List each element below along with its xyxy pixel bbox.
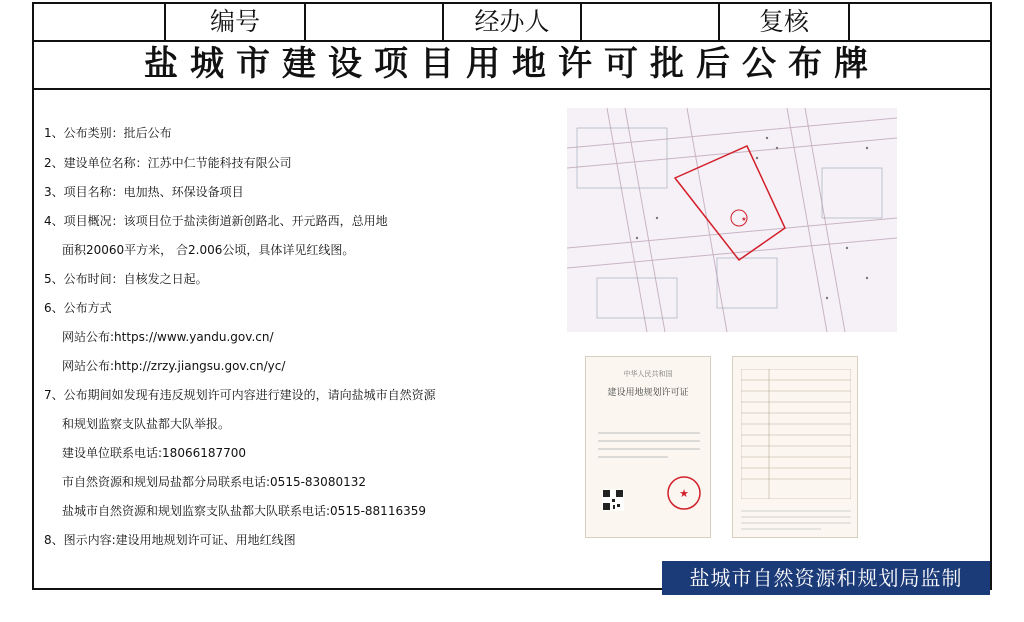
item-website-2[interactable]: 网站公布:http://zrzy.jiangsu.gov.cn/yc/ [62,359,286,373]
certificate-notes [741,507,851,533]
page-title: 盐城市建设项目用地许可批后公布牌 [144,44,880,84]
red-line-map [567,108,897,332]
header-number: 编号 [166,4,306,40]
item-phone-team: 盐城市自然资源和规划监察支队盐都大队联系电话:0515-88116359 [62,504,426,518]
certificate-country: 中华人民共和国 [623,370,673,378]
item-unit: 2、建设单位名称：江苏中仁节能科技有限公司 [44,156,292,170]
item-report-cont: 和规划监察支队盐都大队举报。 [62,417,231,431]
content-area [34,88,990,588]
header-blank-3 [582,4,720,40]
header-blank-4 [850,4,990,40]
item-category: 1、公布类别：批后公布 [44,126,172,140]
item-report: 7、公布期间如发现有违反规划许可内容进行建设的，请向盐城市自然资源 [44,388,436,402]
certificate-back [732,356,858,538]
item-website-1[interactable]: 网站公布:https://www.yandu.gov.cn/ [62,330,274,344]
certificate-table [741,369,851,499]
item-overview-cont: 面积20060平方米， 合2.006公顷，具体详见红线图。 [62,243,355,257]
item-method: 6、公布方式 [44,301,112,315]
header-row [34,4,990,42]
notice-board [32,2,992,590]
item-time: 5、公布时间：自核发之日起。 [44,272,208,286]
title-row [34,40,990,90]
footer-supervisor-banner: 盐城市自然资源和规划局监制 [662,561,990,595]
item-figures: 8、图示内容:建设用地规划许可证、用地红线图 [44,533,296,547]
svg-text:★: ★ [679,487,689,500]
header-review: 复核 [720,4,850,40]
header-blank-1 [34,4,166,40]
certificate-name: 建设用地规划许可证 [607,388,689,398]
svg-text:★: ★ [741,216,747,223]
item-project: 3、项目名称：电加热、环保设备项目 [44,185,244,199]
item-overview: 4、项目概况：该项目位于盐渎街道新创路北、开元路西，总用地 [44,214,388,228]
header-handler: 经办人 [444,4,582,40]
header-blank-2 [306,4,444,40]
red-seal-stamp [666,475,702,511]
item-phone-unit: 建设单位联系电话:18066187700 [62,446,247,460]
certificate-text-lines [598,429,700,469]
map-drawing [567,108,897,332]
qr-code-icon [602,489,624,511]
certificate-front [585,356,711,538]
item-phone-bureau: 市自然资源和规划局盐都分局联系电话:0515-83080132 [62,475,366,489]
